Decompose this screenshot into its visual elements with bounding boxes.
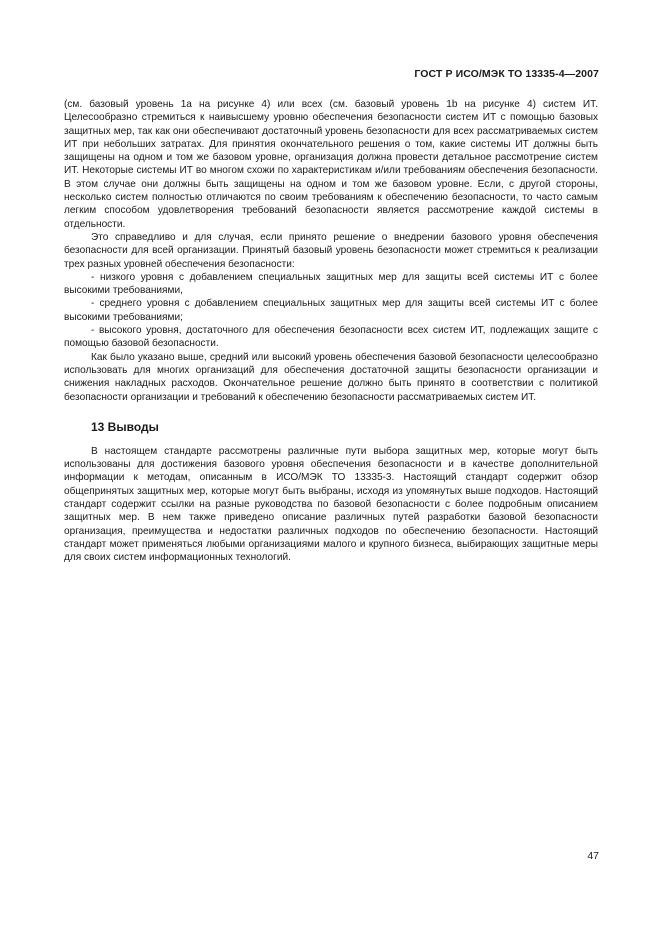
body-paragraph: Как было указано выше, средний или высокий уровень обеспечения базовой безопасности целесообразно использовать для многих организаций для обеспечения достаточной защиты безопасности организации и снижения накладных расходов. Окончательное решение должно быть принято в соответствии с политикой безопасности организации и требований к обеспечению безопасности рассматриваемых систем ИТ. <box>64 351 598 403</box>
section-paragraph: В настоящем стандарте рассмотрены различные пути выбора защитных мер, которые могут быть использованы для достижения базового уровня обеспечения безопасности и в качестве дополнительной информации к методам, описанным в ИСО/МЭК ТО 13335-3. Настоящий стандарт содержит обзор общепринятых защитных мер, которые могут быть выбраны, исходя из упомянутых выше подходов. Настоящий стандарт содержит ссылки на разные руководства по базовой безопасности с более подробным описанием защитных мер. В нем также приведено описание различных путей разработки базовой безопасности организация, преимущества и недостатки различных подходов по обеспечению безопасности. Настоящий стандарт может применяться любыми организациями малого и крупного бизнеса, выбирающих защитные меры для своих систем информационных технологий. <box>64 445 598 564</box>
document-header: ГОСТ Р ИСО/МЭК ТО 13335-4—2007 <box>414 68 599 80</box>
list-item-low-level: - низкого уровня с добавлением специальных защитных мер для защиты всей системы ИТ с более высокими требованиями, <box>64 271 598 297</box>
body-paragraph: Это справедливо и для случая, если принято решение о внедрении базового уровня обеспечения безопасности для всей организации. Принятый базовый уровень безопасности может стремиться к реализации трех разных уровней обеспечения безопасности: <box>64 231 598 270</box>
list-item-medium-level: - среднего уровня с добавлением специальных защитных мер для защиты всей системы ИТ с более высокими требованиями; <box>64 298 598 323</box>
body-paragraph: (см. базовый уровень 1а на рисунке 4) или всех (см. базовый уровень 1b на рисунке 4) систем ИТ. Целесообразно стремиться к наивысшему уровню обеспечения безопасности систем ИТ с помощью базовых защитных мер, так как они обеспечивают достаточный уровень безопасности для всех рассматриваемых систем ИТ при небольших затратах. Для принятия окончательного решения о том, какие системы ИТ должны быть защищены на одном и том же базовом уровне, организация должна провести детальное рассмотрение систем ИТ. Некоторые системы ИТ во многом схожи по характеристикам и/или требованиям обеспечения безопасности. В этом случае они должны быть защищены на одном и том же базовом уровне. Если, с другой стороны, несколько систем полностью отличаются по своим требованиям к обеспечению безопасности, то часто самым легким способом удовлетворения требований безопасности является рассмотрение каждой системы в отдельности. <box>64 99 598 230</box>
page-content <box>64 98 598 565</box>
list-item-high-level: - высокого уровня, достаточного для обеспечения безопасности всех систем ИТ, подлежащих защите с помощью базовой безопасности. <box>64 325 598 350</box>
page-number: 47 <box>587 850 599 862</box>
section-heading: 13 Выводы <box>91 419 159 434</box>
